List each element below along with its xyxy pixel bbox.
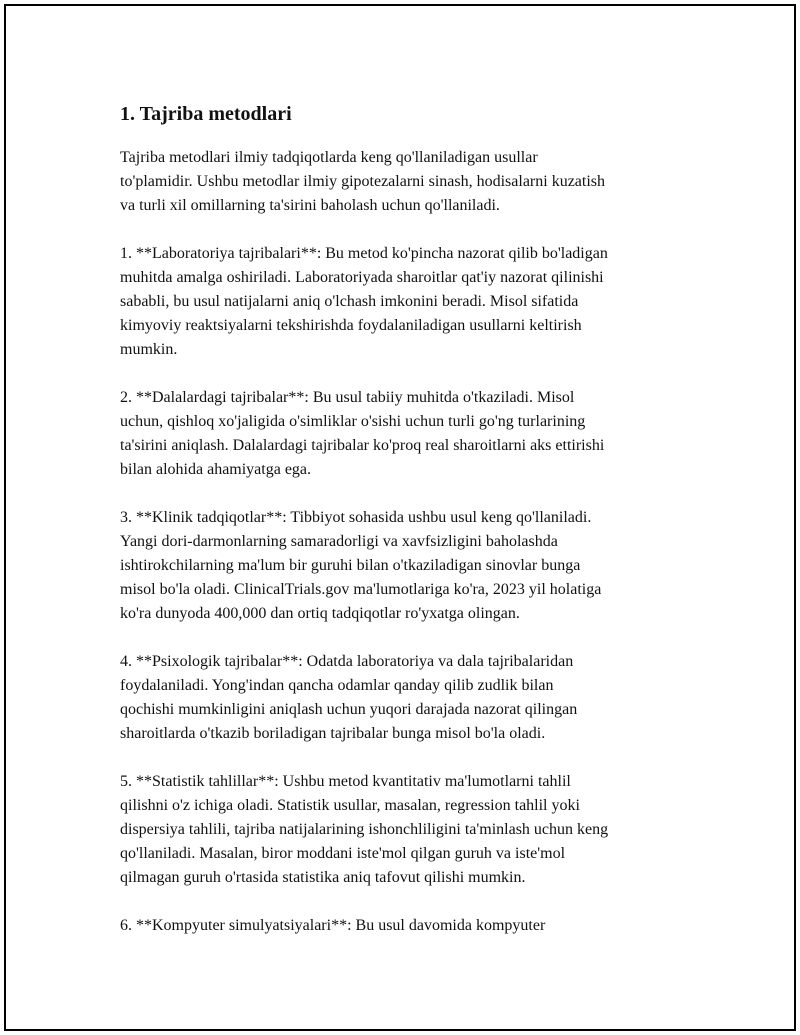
paragraph-simulation (120, 914, 700, 938)
text-line: Tajriba metodlari ilmiy tadqiqotlarda keng qo'llaniladigan usullar (120, 149, 538, 166)
text-line: to'plamidir. Ushbu metodlar ilmiy gipotezalarni sinash, hodisalarni kuzatish (120, 173, 606, 190)
text-line: uchun, qishloq xo'jaligida o'simliklar o'sishi uchun turli go'ng turlarining (120, 413, 586, 430)
text-line: sababli, bu usul natijalarni aniq o'lchash imkonini beradi. Misol sifatida (120, 293, 579, 310)
text-line: foydalaniladi. Yong'indan qancha odamlar qanday qilib zudlik bilan (120, 677, 554, 694)
paragraph-psychological (120, 650, 700, 746)
text-line: 5. **Statistik tahlillar**: Ushbu metod kvantitativ ma'lumotlarni tahlil (120, 773, 571, 790)
text-line: misol bo'la oladi. ClinicalTrials.gov ma'lumotlariga ko'ra, 2023 yil holatiga (120, 581, 602, 598)
text-line: ko'ra dunyoda 400,000 dan ortiq tadqiqotlar ro'yxatga olingan. (120, 605, 520, 622)
paragraph-laboratory (120, 242, 700, 362)
paragraph-field (120, 386, 700, 482)
text-line: Yangi dori-darmonlarning samaradorligi va xavfsizligini baholashda (120, 533, 558, 550)
text-line: ishtirokchilarning ma'lum bir guruhi bilan o'tkaziladigan sinovlar bunga (120, 557, 581, 574)
text-line: mumkin. (120, 341, 178, 358)
text-line: bilan alohida ahamiyatga ega. (120, 461, 312, 478)
text-line: qilishni o'z ichiga oladi. Statistik usullar, masalan, regression tahlil yoki (120, 797, 580, 814)
text-line: va turli xil omillarning ta'sirini baholash uchun qo'llaniladi. (120, 197, 500, 214)
text-line: qo'llaniladi. Masalan, biror moddani iste'mol qilgan guruh va iste'mol (120, 845, 566, 862)
document-page (4, 4, 796, 1031)
text-line: qilmagan guruh o'rtasida statistika aniq tafovut qilishi mumkin. (120, 869, 526, 886)
document-body (120, 101, 700, 962)
paragraph-statistical (120, 770, 700, 890)
text-line: 1. **Laboratoriya tajribalari**: Bu metod ko'pincha nazorat qilib bo'ladigan (120, 245, 608, 262)
document-title: 1. Tajriba metodlari (120, 103, 292, 125)
text-line: 3. **Klinik tadqiqotlar**: Tibbiyot sohasida ushbu usul keng qo'llaniladi. (120, 509, 592, 526)
intro-paragraph (120, 146, 700, 218)
text-line: kimyoviy reaktsiyalarni tekshirishda foydalaniladigan usullarni keltirish (120, 317, 582, 334)
text-line: sharoitlarda o'tkazib boriladigan tajribalar bunga misol bo'la oladi. (120, 725, 546, 742)
text-line: 6. **Kompyuter simulyatsiyalari**: Bu usul davomida kompyuter (120, 917, 546, 934)
text-line: 4. **Psixologik tajribalar**: Odatda laboratoriya va dala tajribalaridan (120, 653, 574, 670)
text-line: ta'sirini aniqlash. Dalalardagi tajribalar ko'proq real sharoitlarni aks ettirishi (120, 437, 605, 454)
text-line: 2. **Dalalardagi tajribalar**: Bu usul tabiiy muhitda o'tkaziladi. Misol (120, 389, 575, 406)
text-line: qochishi mumkinligini aniqlash uchun yuqori darajada nazorat qilingan (120, 701, 578, 718)
text-line: dispersiya tahlili, tajriba natijalarining ishonchliligini ta'minlash uchun keng (120, 821, 609, 838)
paragraph-clinical (120, 506, 700, 626)
text-line: muhitda amalga oshiriladi. Laboratoriyada sharoitlar qat'iy nazorat qilinishi (120, 269, 604, 286)
